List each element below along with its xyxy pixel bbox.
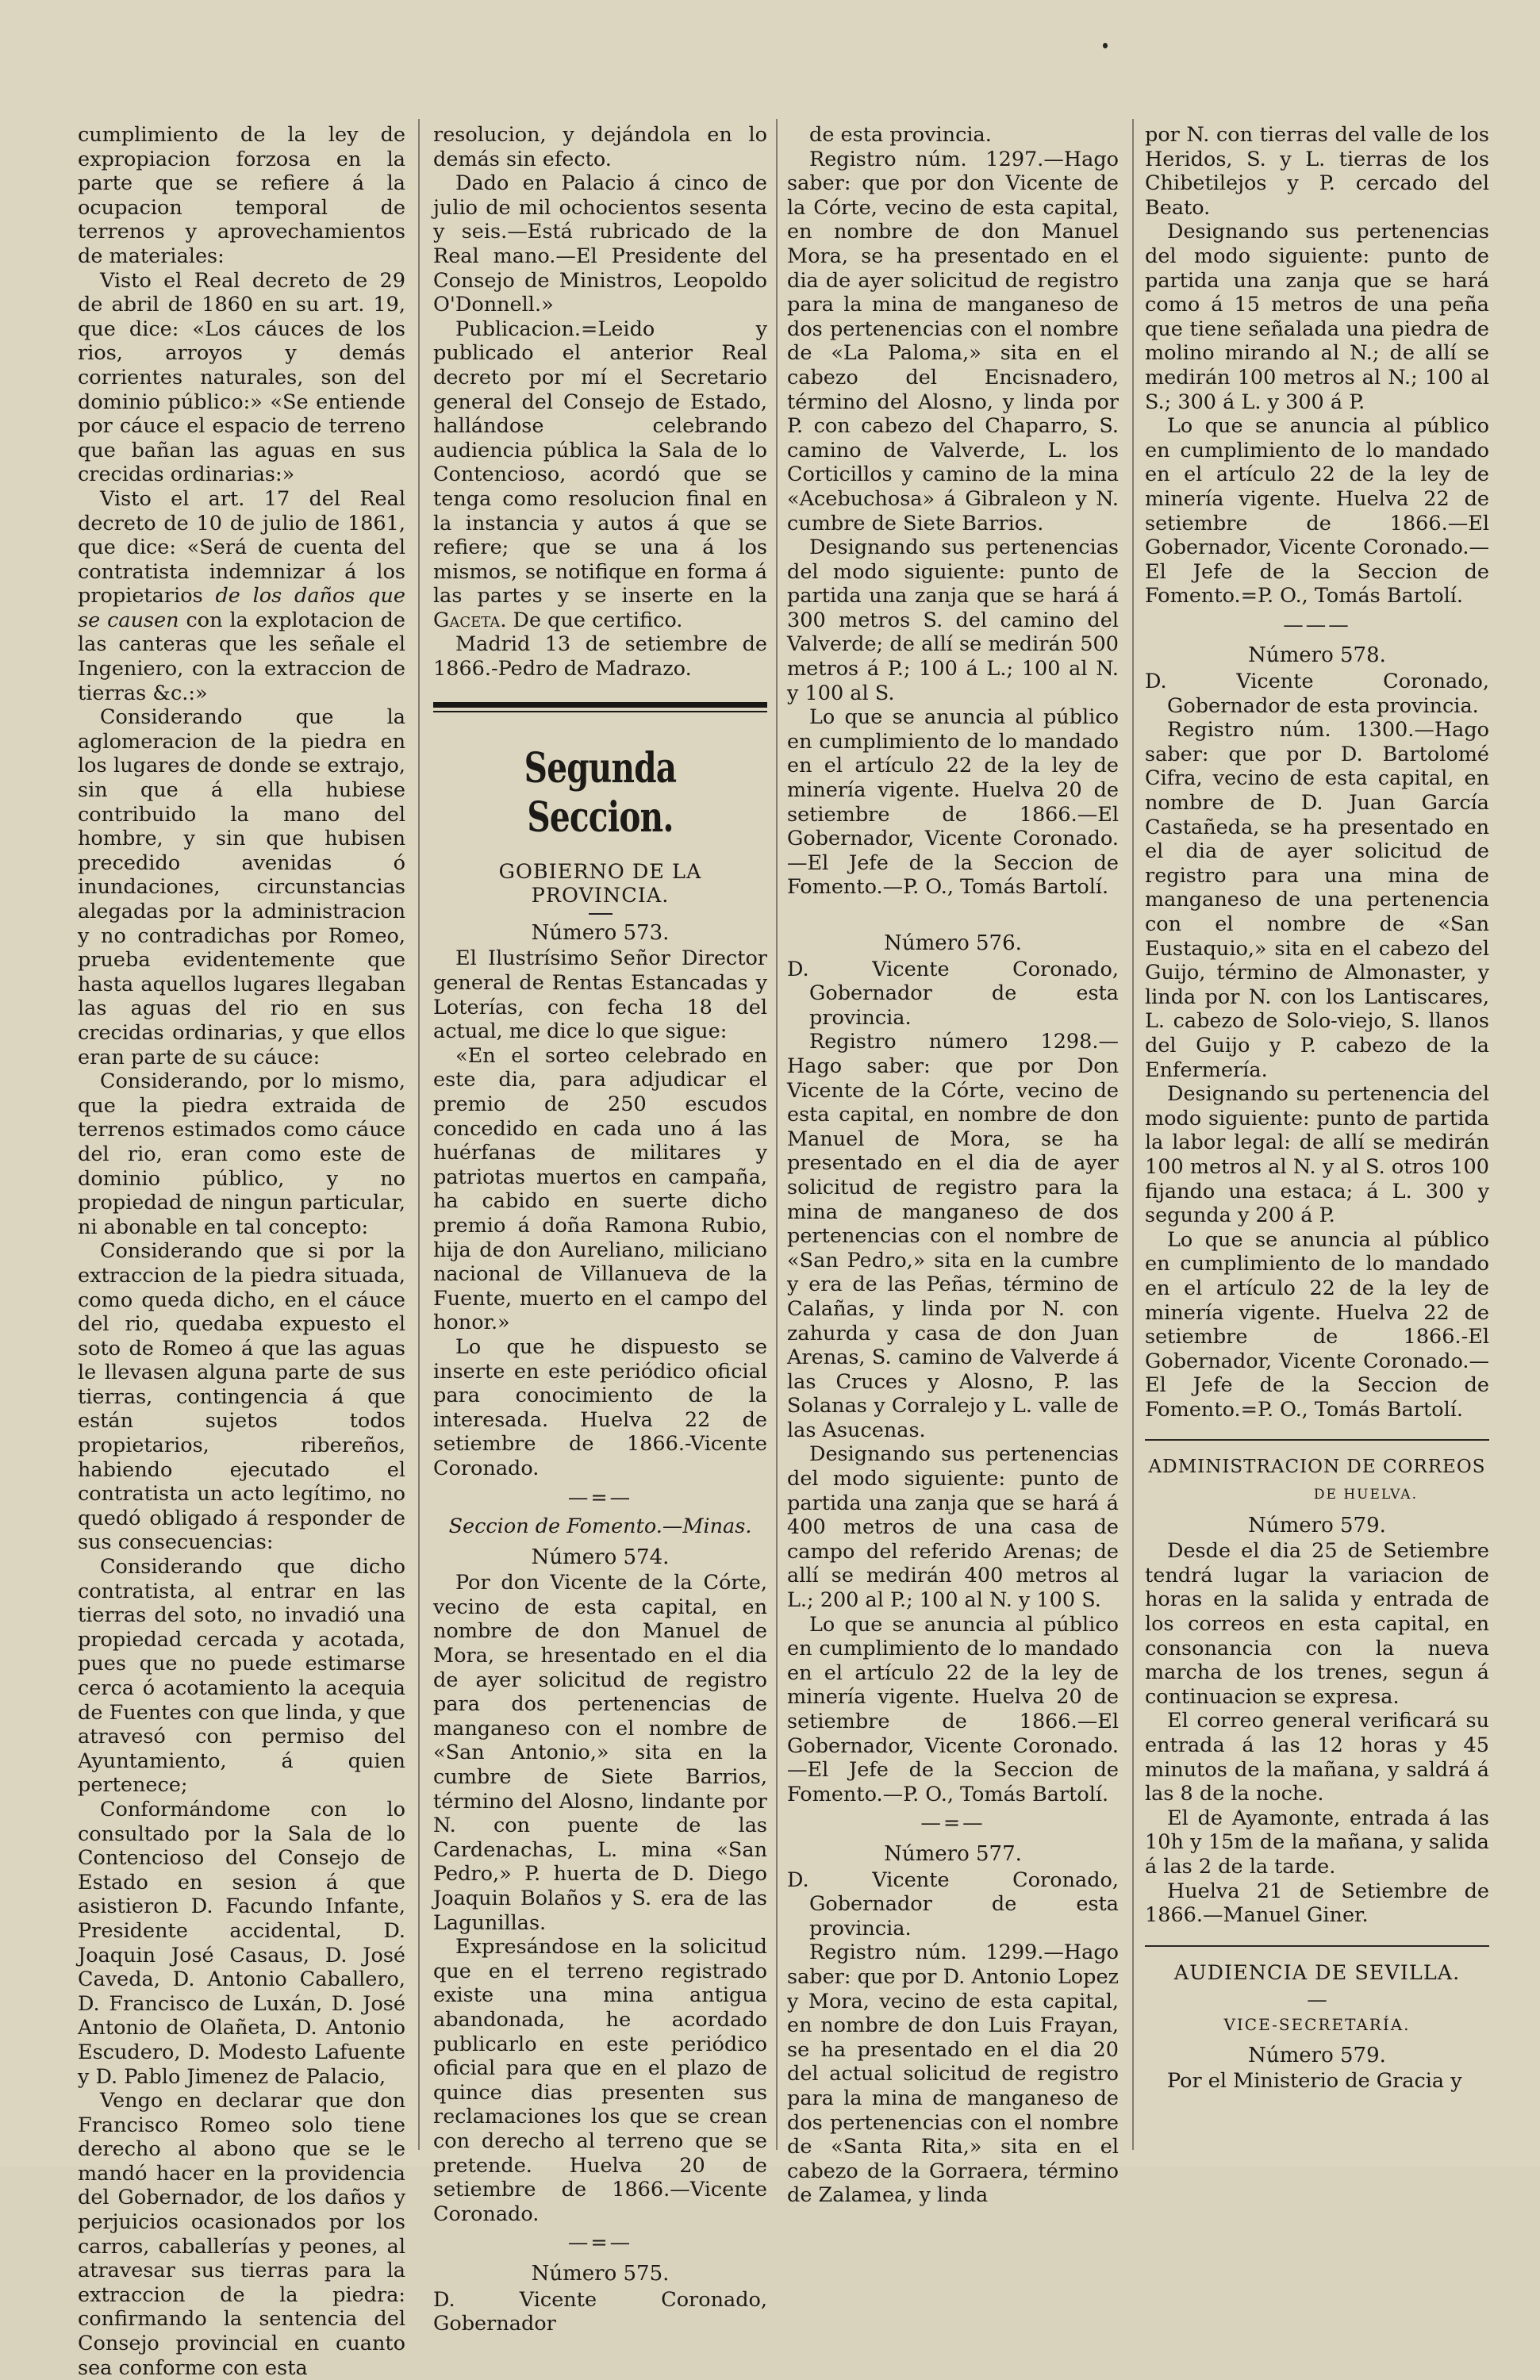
paragraph: Conformándome con lo consultado por la Sala de lo Contencioso del Consejo de Estado en sesion á que asistieron D. Facundo Infante, Presidente accidental, D. Joaquin José Casaus, D. José Caveda, D. Antonio Caballero, D. Francisco de Luxán, D. José Antonio de Olañeta, D. Antonio Escudero, D. Modesto Lafuente y D. Pablo Jimenez de Palacio, bbox=[78, 1797, 405, 2089]
notice-number: Número 577. bbox=[884, 1841, 1022, 1866]
subsection-heading: Seccion de Fomento.—Minas. bbox=[448, 1514, 752, 1539]
paragraph: Registro número 1298.—Hago saber: que por Don Vicente de la Córte, vecino de esta capital, en nombre de don Manuel de Mora, se ha presentado en el dia de ayer solicitud de registro para la mina de manganeso de dos pertenencias con el nombre de «San Pedro,» sita en la cumbre y era de las Peñas, término de Calañas, y linda por N. con zahurda y casa de don Juan Arenas, S. camino de Valverde á las Cruces y Alosno, P. las Solanas y Corralejo y L. valle de las Asucenas. bbox=[787, 1030, 1119, 1442]
heading-audiencia: AUDIENCIA DE SEVILLA. bbox=[1173, 1960, 1461, 1985]
notice-number: Número 578. bbox=[1248, 643, 1386, 668]
section-rule bbox=[1145, 1439, 1489, 1441]
text: Publicacion.=Leido y publicado el anterior Real decreto por mí el Secretario general del Consejo de Estado, hallándose celebrando audiencia pública la Sala de lo Contencioso, acordó que se tenga como resolucion final en la instancia y autos á que se refiere; que se una á los mismos, se notifique en forma á las partes y se inserte en la bbox=[433, 317, 767, 608]
paragraph: El correo general verificará su entrada á las 12 horas y 45 minutos de la mañana, y saldrá á las 8 de la noche. bbox=[1145, 1709, 1489, 1806]
notice-number: Número 574. bbox=[531, 1545, 670, 1569]
paragraph: Lo que se anuncia al público en cumplimiento de lo mandado en el artículo 22 de la ley de minería vigente. Huelva 20 de setiembre de 1866.—El Gobernador, Vicente Coronado.—El Jefe de la Seccion de Fomento.—P. O., Tomás Bartolí. bbox=[787, 705, 1119, 900]
text: Visto el art. 17 del Real decreto de 10 de julio de 1861, que dice: «Será de cuenta del contratista indemnizar á los propietarios bbox=[78, 486, 405, 608]
heading-gobierno: GOBIERNO DE LA PROVINCIA. bbox=[498, 859, 702, 908]
paragraph: cumplimiento de la ley de expropiacion forzosa en la parte que se refiere á la ocupacion temporal de terrenos y aprovechamientos de materiales: bbox=[78, 123, 405, 268]
paragraph: Lo que he dispuesto se inserte en este periódico oficial para conocimiento de la interesada. Huelva 22 de setiembre de 1866.-Vicente Coronado. bbox=[433, 1334, 767, 1480]
paragraph: «En el sorteo celebrado en este dia, para adjudicar el premio de 250 escudos concedido en cada uno á las huérfanas de militares y patriotas muertos en campaña, ha cabido en suerte dicho premio á doña Ramona Rubio, hija de don Aureliano, miliciano nacional de Villanueva de la Fuente, muerto en el campo del honor.» bbox=[433, 1043, 767, 1335]
heading-correos-sub: DE HUELVA. bbox=[1313, 1487, 1418, 1503]
notice-number: Número 576. bbox=[884, 931, 1022, 955]
paragraph: Designando su pertenencia del modo siguiente: punto de partida la labor legal: de allí se medirán 100 metros al N. y al S. otros 100 fijando una estaca; á L. 300 y segunda y 200 á P. bbox=[1145, 1082, 1489, 1228]
text: . De que certifico. bbox=[500, 608, 683, 632]
paragraph: Designando sus pertenencias del modo siguiente: punto de partida una zanja que se hará á 400 metros de una casa de campo del referido Arenas; de allí se medirán 400 metros al L.; 200 al P.; 100 al N. y 100 S. bbox=[787, 1442, 1119, 1613]
dateline: Madrid 13 de setiembre de 1866.-Pedro de Madrazo. bbox=[433, 632, 767, 681]
paragraph: Registro núm. 1299.—Hago saber: que por D. Antonio Lopez y Mora, vecino de esta capital, en nombre de don Luis Frayan, se ha presentado en el dia 20 del actual solicitud de registro para la mina de manganeso de dos pertenencias con el nombre de «Santa Rita,» sita en el cabezo de la Gorraera, término de Zalamea, y linda bbox=[787, 1940, 1119, 2208]
paragraph: D. Vicente Coronado, Gobernador de esta provincia. bbox=[787, 957, 1119, 1030]
paragraph: Considerando que si por la extraccion de la piedra situada, como queda dicho, en el cáuce del rio, quedaba expuesto el soto de Romeo á que las aguas le llevasen alguna parte de sus tierras, contingencia á que están sujetos todos propietarios, ribereños, habiendo ejecutado el contratista un acto legítimo, no quedó obligado á responder de sus consecuencias: bbox=[78, 1239, 405, 1555]
paragraph: Lo que se anuncia al público en cumplimiento de lo mandado en el artículo 22 de la ley de minería vigente. Huelva 20 de setiembre de 1866.—El Gobernador, Vicente Coronado.—El Jefe de la Seccion de Fomento.—P. O., Tomás Bartolí. bbox=[787, 1612, 1119, 1806]
separator: —=— bbox=[920, 1811, 985, 1836]
gazette-name: Gaceta bbox=[433, 608, 501, 632]
text: con la explotacion de las canteras que les señale el Ingeniero, con la extraccion de tierras &c.:» bbox=[78, 608, 405, 705]
column-rule bbox=[776, 119, 778, 2150]
paragraph: D. Vicente Coronado, Gobernador bbox=[433, 2287, 767, 2336]
paragraph: resolucion, y dejándola en lo demás sin efecto. bbox=[433, 123, 767, 171]
paragraph: El de Ayamonte, entrada á las 10h y 15m de la mañana, y salida á las 2 de la tarde. bbox=[1145, 1806, 1489, 1879]
paragraph: Expresándose en la solicitud que en el terreno registrado existe una mina antigua abandonada, he acordado publicarlo en este periódico oficial para que en el plazo de quince dias presenten sus reclamaciones los que se crean con derecho al terreno que se pretende. Huelva 20 de setiembre de 1866.—Vicente Coronado. bbox=[433, 1935, 767, 2226]
paragraph: Lo que se anuncia al público en cumplimiento de lo mandado en el artículo 22 de la ley de minería vigente. Huelva 22 de setiembre de 1866.—El Gobernador, Vicente Coronado.—El Jefe de la Seccion de Fomento.=P. O., Tomás Bartolí. bbox=[1145, 414, 1489, 608]
paragraph: Registro núm. 1297.—Hago saber: que por don Vicente de la Córte, vecino de esta capital, en nombre de don Manuel Mora, se ha presentado en el dia de ayer solicitud de registro para la mina de manganeso de dos pertenencias con el nombre de «La Paloma,» sita en el cabezo del Encisnadero, término del Alosno, y linda por P. con cabezo del Chaparro, S. camino de Valverde, L. los Corticillos y camino de la mina «Acebuchosa» á Gibraleon y N. cumbre de Siete Barrios. bbox=[787, 147, 1119, 536]
notice-number: Número 573. bbox=[531, 920, 670, 945]
paragraph: Dado en Palacio á cinco de julio de mil ochocientos sesenta y seis.—Está rubricado de la Real mano.—El Presidente del Consejo de Ministros, Leopoldo O'Donnell.» bbox=[433, 171, 767, 317]
column-2 bbox=[433, 123, 767, 2336]
separator: ——— bbox=[1283, 612, 1351, 637]
heading-correos: ADMINISTRACION DE CORREOS bbox=[1148, 1457, 1486, 1478]
paragraph: Visto el Real decreto de 29 de abril de 1860 en su art. 19, que dice: «Los cáuces de los rios, arroyos y demás corrientes naturales, son del dominio público:» «Se entiende por cáuce el espacio de terreno que bañan las aguas en sus crecidas ordinarias:» bbox=[78, 268, 405, 487]
separator: —=— bbox=[567, 2231, 633, 2255]
notice-number: Número 579. bbox=[1248, 2043, 1386, 2067]
paragraph: por N. con tierras del valle de los Heridos, S. y L. tierras de los Chibetilejos y P. cercado del Beato. bbox=[1145, 123, 1489, 220]
paragraph bbox=[433, 317, 767, 633]
separator: —=— bbox=[567, 1485, 633, 1510]
paragraph: Huelva 21 de Setiembre de 1866.—Manuel Giner. bbox=[1145, 1879, 1489, 1928]
paragraph: D. Vicente Coronado, Gobernador de esta provincia. bbox=[1145, 670, 1489, 718]
paragraph: Designando sus pertenencias del modo siguiente: punto de partida una zanja que se hará como á 15 metros de una peña que tiene señalada una piedra de molino mirando al N.; de allí se medirán 100 metros al N.; 100 al S.; 300 á L. y 300 á P. bbox=[1145, 220, 1489, 414]
paragraph: Por el Ministerio de Gracia y bbox=[1167, 2069, 1462, 2094]
paragraph: D. Vicente Coronado, Gobernador de esta provincia. bbox=[787, 1868, 1119, 1940]
section-title: Segunda Seccion. bbox=[524, 743, 677, 842]
paragraph: Considerando que la aglomeracion de la piedra en los lugares de donde se extrajo, sin que á ella hubiese contribuido la mano del hombre, y sin que hubisen precedido avenidas ó inundaciones, circunstancias alegadas por la administracion y no contradichas por Romeo, prueba evidentemente que hasta aquellos lugares llegaban las aguas del rio en sus crecidas ordinarias, y que ellos eran parte de su cáuce: bbox=[78, 705, 405, 1069]
paragraph: Designando sus pertenencias del modo siguiente: punto de partida una zanja que se hará á 300 metros S. del camino del Valverde; de allí se medirán 500 metros á P.; 100 á L.; 100 al N. y 100 al S. bbox=[787, 536, 1119, 705]
column-1 bbox=[78, 123, 405, 2380]
paragraph: Considerando que dicho contratista, al entrar en las tierras del soto, no invadió una propiedad cercada y acotada, pues que no puede estimarse cerca ó acotamiento la acequia de Fuentes con que linda, y que atravesó con permiso del Ayuntamiento, á quien pertenece; bbox=[78, 1555, 405, 1798]
paragraph: Desde el dia 25 de Setiembre tendrá lugar la variacion de horas en la salida y entrada de los correos en esta capital, en consonancia con la nueva marcha de los trenes, segun á continuacion se expresa. bbox=[1145, 1539, 1489, 1709]
paragraph: Vengo en declarar que don Francisco Romeo solo tiene derecho al abono que se le mandó hacer en la providencia del Gobernador, de los daños y perjuicios ocasionados por los carros, caballerías y peones, al atravesar sus tierras para la extraccion de la piedra: confirmando la sentencia del Consejo provincial en cuanto sea conforme con esta bbox=[78, 2089, 405, 2380]
column-rule bbox=[418, 119, 420, 2150]
paragraph: Registro núm. 1300.—Hago saber: que por D. Bartolomé Cifra, vecino de esta capital, en nombre de D. Juan García Castañeda, se ha presentado en el dia de ayer solicitud de registro para una mina de manganeso de una pertenencia con el nombre de «San Eustaquio,» sita en el cabezo del Guijo, término de Almonaster, y linda por N. con los Lantiscares, L. cabezo de Solo-viejo, S. llanos del Guijo y P. cabezo de la Enfermería. bbox=[1145, 718, 1489, 1082]
section-rule bbox=[433, 711, 767, 712]
paragraph: Por don Vicente de la Córte, vecino de esta capital, en nombre de don Manuel de Mora, se hresentado en el dia de ayer solicitud de registro para dos pertenencias de manganeso con el nombre de «San Antonio,» sita en la cumbre de Siete Barrios, término del Alosno, lindante por N. con puente de las Cardenachas, L. mina «San Pedro,» P. huerta de D. Diego Joaquin Bolaños y S. era de las Lagunillas. bbox=[433, 1571, 767, 1935]
section-rule bbox=[1145, 1945, 1489, 1947]
heading-vice: VICE-SECRETARÍA. bbox=[1223, 2014, 1411, 2034]
paragraph: Considerando, por lo mismo, que la piedra extraida de terrenos estimados como cáuce del rio, eran como este de dominio público, y no propiedad de ningun particular, ni abonable en tal concepto: bbox=[78, 1069, 405, 1239]
paragraph: de esta provincia. bbox=[809, 123, 992, 147]
column-3 bbox=[787, 123, 1119, 2208]
paragraph: Lo que se anuncia al público en cumplimiento de lo mandado en el artículo 22 de la ley de minería vigente. Huelva 22 de setiembre de 1866.-El Gobernador, Vicente Coronado.—El Jefe de la Seccion de Fomento.=P. O., Tomás Bartolí. bbox=[1145, 1227, 1489, 1422]
notice-number: Número 575. bbox=[531, 2261, 670, 2286]
column-4 bbox=[1145, 123, 1489, 2154]
column-rule bbox=[1132, 119, 1134, 2150]
dash: — bbox=[1307, 1988, 1327, 2013]
paragraph bbox=[78, 487, 405, 705]
section-rule bbox=[433, 702, 767, 708]
paragraph: El Ilustrísimo Señor Director general de Rentas Estancadas y Loterías, con fecha 18 del actual, me dice lo que sigue: bbox=[433, 946, 767, 1044]
short-rule bbox=[589, 913, 613, 915]
ink-dot bbox=[1103, 43, 1108, 48]
italic-text: de los daños que se causen bbox=[78, 584, 405, 632]
notice-number: Número 579. bbox=[1248, 1513, 1386, 1537]
